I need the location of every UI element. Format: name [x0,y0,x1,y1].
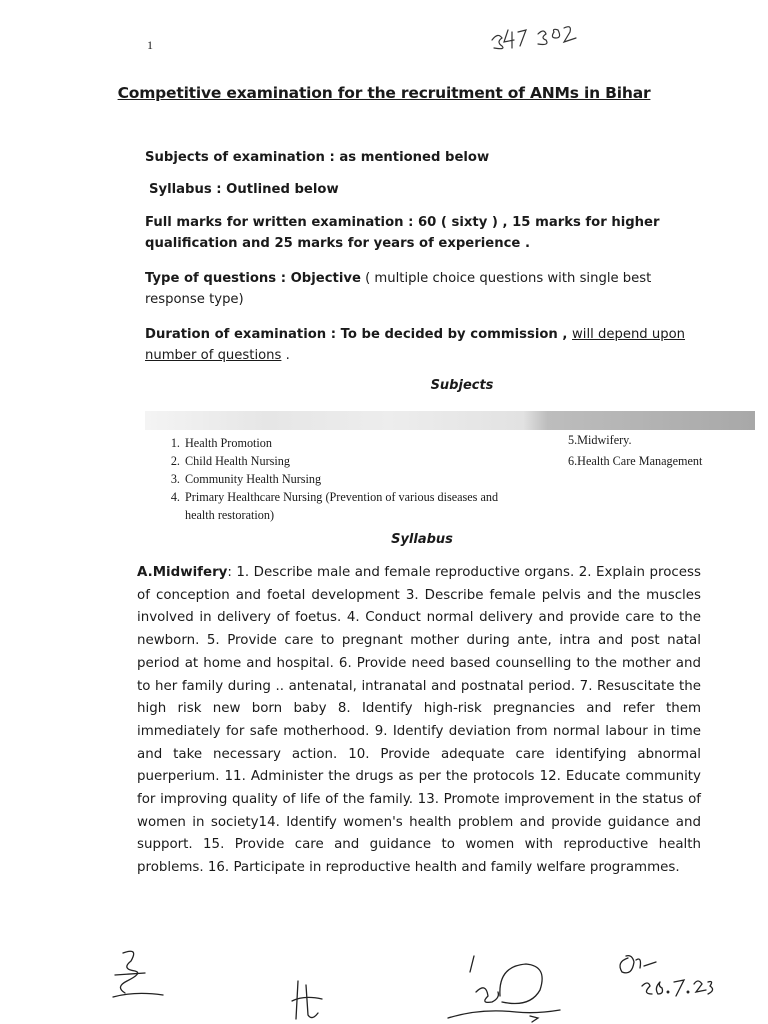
duration-end: . [281,348,290,363]
question-type-detail: ( multiple choice questions with single best [360,271,652,286]
question-type-line [145,268,705,310]
page-number: 1 [147,38,153,52]
subject-item: 1. Health Promotion [183,434,523,452]
syllabus-section-label: A.Midwifery [137,565,228,580]
syllabus-body: : 1. Describe male and female reproductive organs. 2. Explain process of conception and foetal development 3. Describe female pelvis and the muscles involved in delivery of foetus. 4. Conduct normal delivery and provide care to the newborn. 5. Provide care to pregnant mother during ante, intra and post natal period at home and hospital. 6. Provide need based counselling to the mother and to her family during .. antenatal, intranatal and postnatal period. 7. Resuscitate the high risk new born baby 8. Identify high-risk pregnancies and refer them immediately for safe motherhood. 9. Identify deviation from normal labour in time and take necessary action. 10. Provide adequate care identifying abnormal puerperium. 11. Administer the drugs as per the protocols 12. Educate community for improving quality of life of the family. 13. Promote improvement in the status of women in society14. Identify women's health problem and provide guidance and support. 15. Provide care and guidance to women with reproductive health problems. 16. Participate in reproductive health and family welfare programmes. [137,565,701,876]
signature-2 [288,975,338,1024]
subject-item: 2. Child Health Nursing [183,452,523,470]
subjects-line: Subjects of examination : as mentioned below [145,150,490,165]
subjects-list [163,434,523,524]
question-type-label: Type of questions : Objective [145,271,361,286]
signature-4-with-date [612,948,722,1008]
subject-item: 3. Community Health Nursing [183,470,523,488]
duration-line-2: number of questions [145,348,282,363]
document-title: Competitive examination for the recruitment of ANMs in Bihar [117,84,651,102]
signature-1 [105,945,175,1005]
full-marks-line [145,212,705,254]
full-marks-line-1: Full marks for written examination : 60 ( sixty ) , 15 marks for higher [145,215,660,230]
subject-item: 4. Primary Healthcare Nursing (Prevention of various diseases and health restoration) [183,488,523,524]
handwritten-annotation [488,18,588,62]
full-marks-line-2: qualification and 25 marks for years of experience . [145,236,530,251]
subject-item-right: 6.Health Care Management [568,454,703,468]
question-type-line-2: response type) [145,292,244,307]
scan-shading-bar [145,411,755,430]
subjects-heading: Subjects [430,378,494,393]
duration-label: Duration of examination : To be decided by commission , [145,327,572,342]
duration-line [145,324,705,366]
duration-underlined: will depend upon [572,327,686,342]
signature-3 [440,952,570,1024]
syllabus-paragraph [137,562,701,880]
syllabus-line: Syllabus : Outlined below [149,182,339,197]
subject-item-right: 5.Midwifery. [568,433,632,447]
syllabus-heading: Syllabus [391,532,453,547]
